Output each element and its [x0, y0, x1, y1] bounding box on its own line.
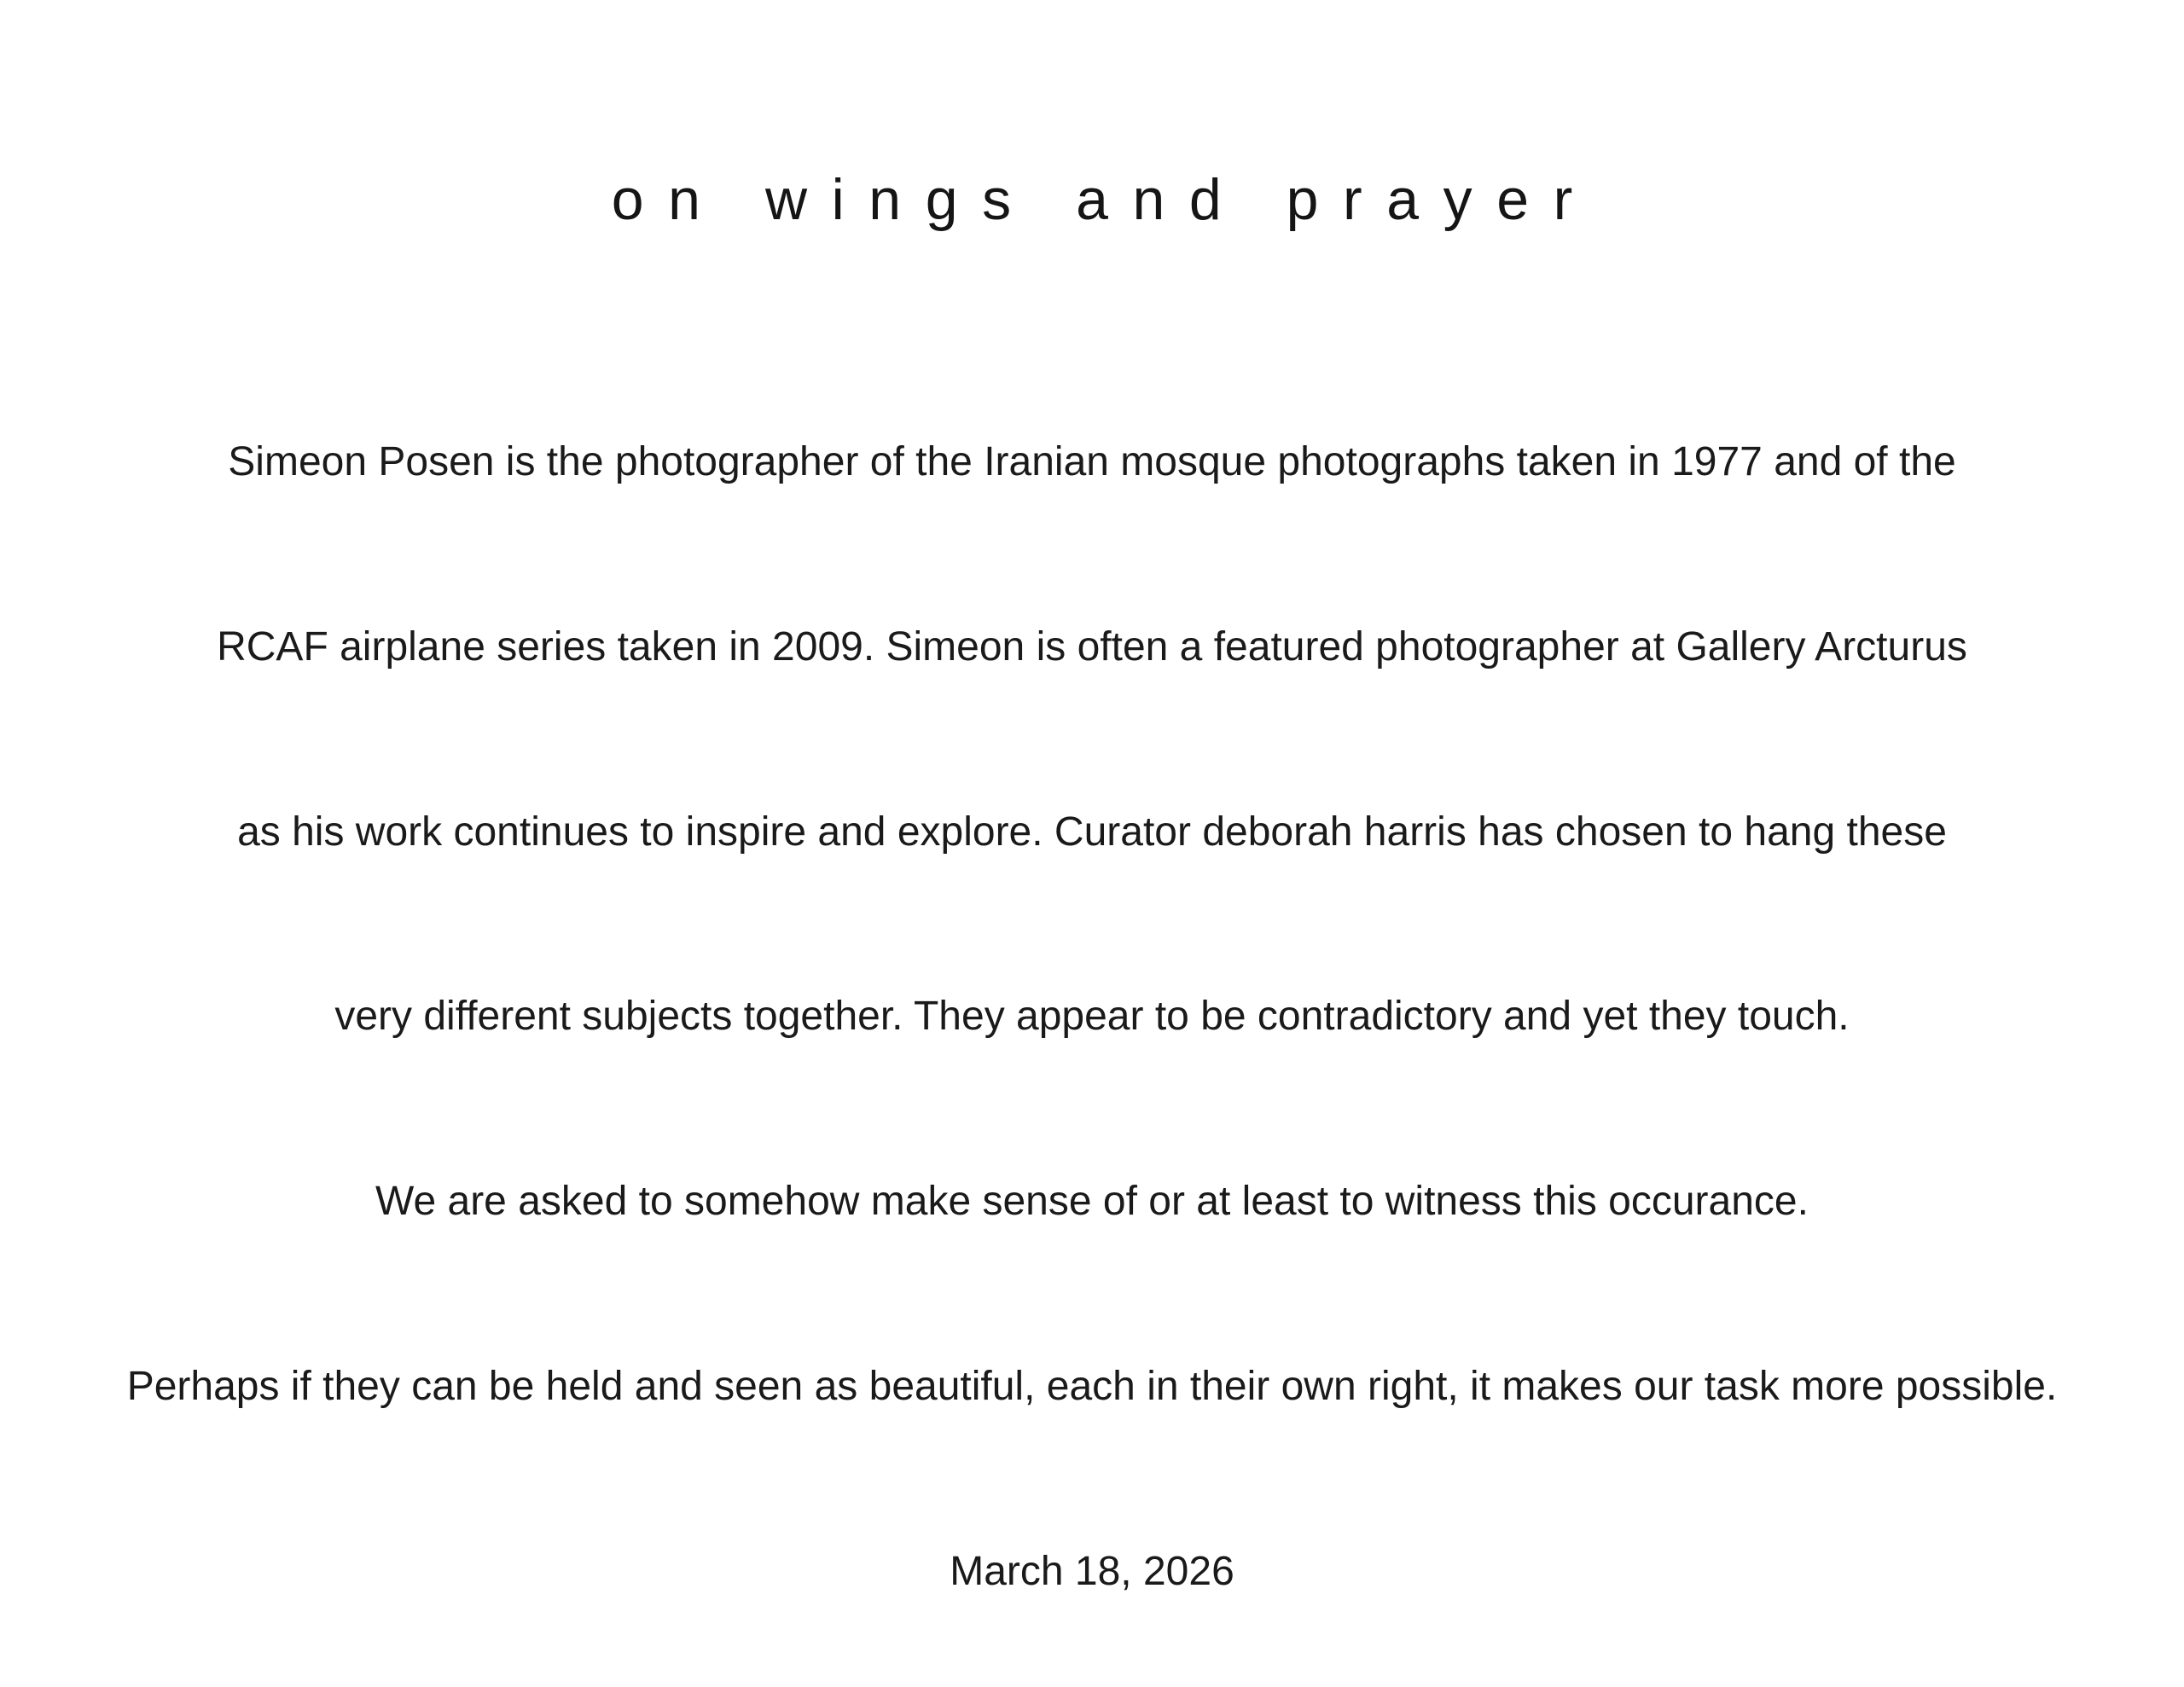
paragraph-line-4: very different subjects together. They appear to be contradictory and yet they touch. [334, 994, 1850, 1039]
paragraph-line-3: as his work continues to inspire and explore. Curator deborah harris has chosen to hang these [237, 809, 1947, 855]
document-title: on wings and prayer [611, 167, 1597, 232]
paragraph-line-5: We are asked to somehow make sense of or at least to witness this occurance. [375, 1179, 1809, 1224]
paragraph-line-6: Perhaps if they can be held and seen as beautiful, each in their own right, it makes our task more possible. [126, 1364, 2058, 1409]
paragraph-line-1: Simeon Posen is the photographer of the Iranian mosque photographs taken in 1977 and of the [228, 439, 1956, 484]
document-date: March 18, 2026 [950, 1549, 1234, 1594]
paragraph-line-2: RCAF airplane series taken in 2009. Simeon is often a featured photographer at Gallery Arcturus [217, 624, 1967, 670]
